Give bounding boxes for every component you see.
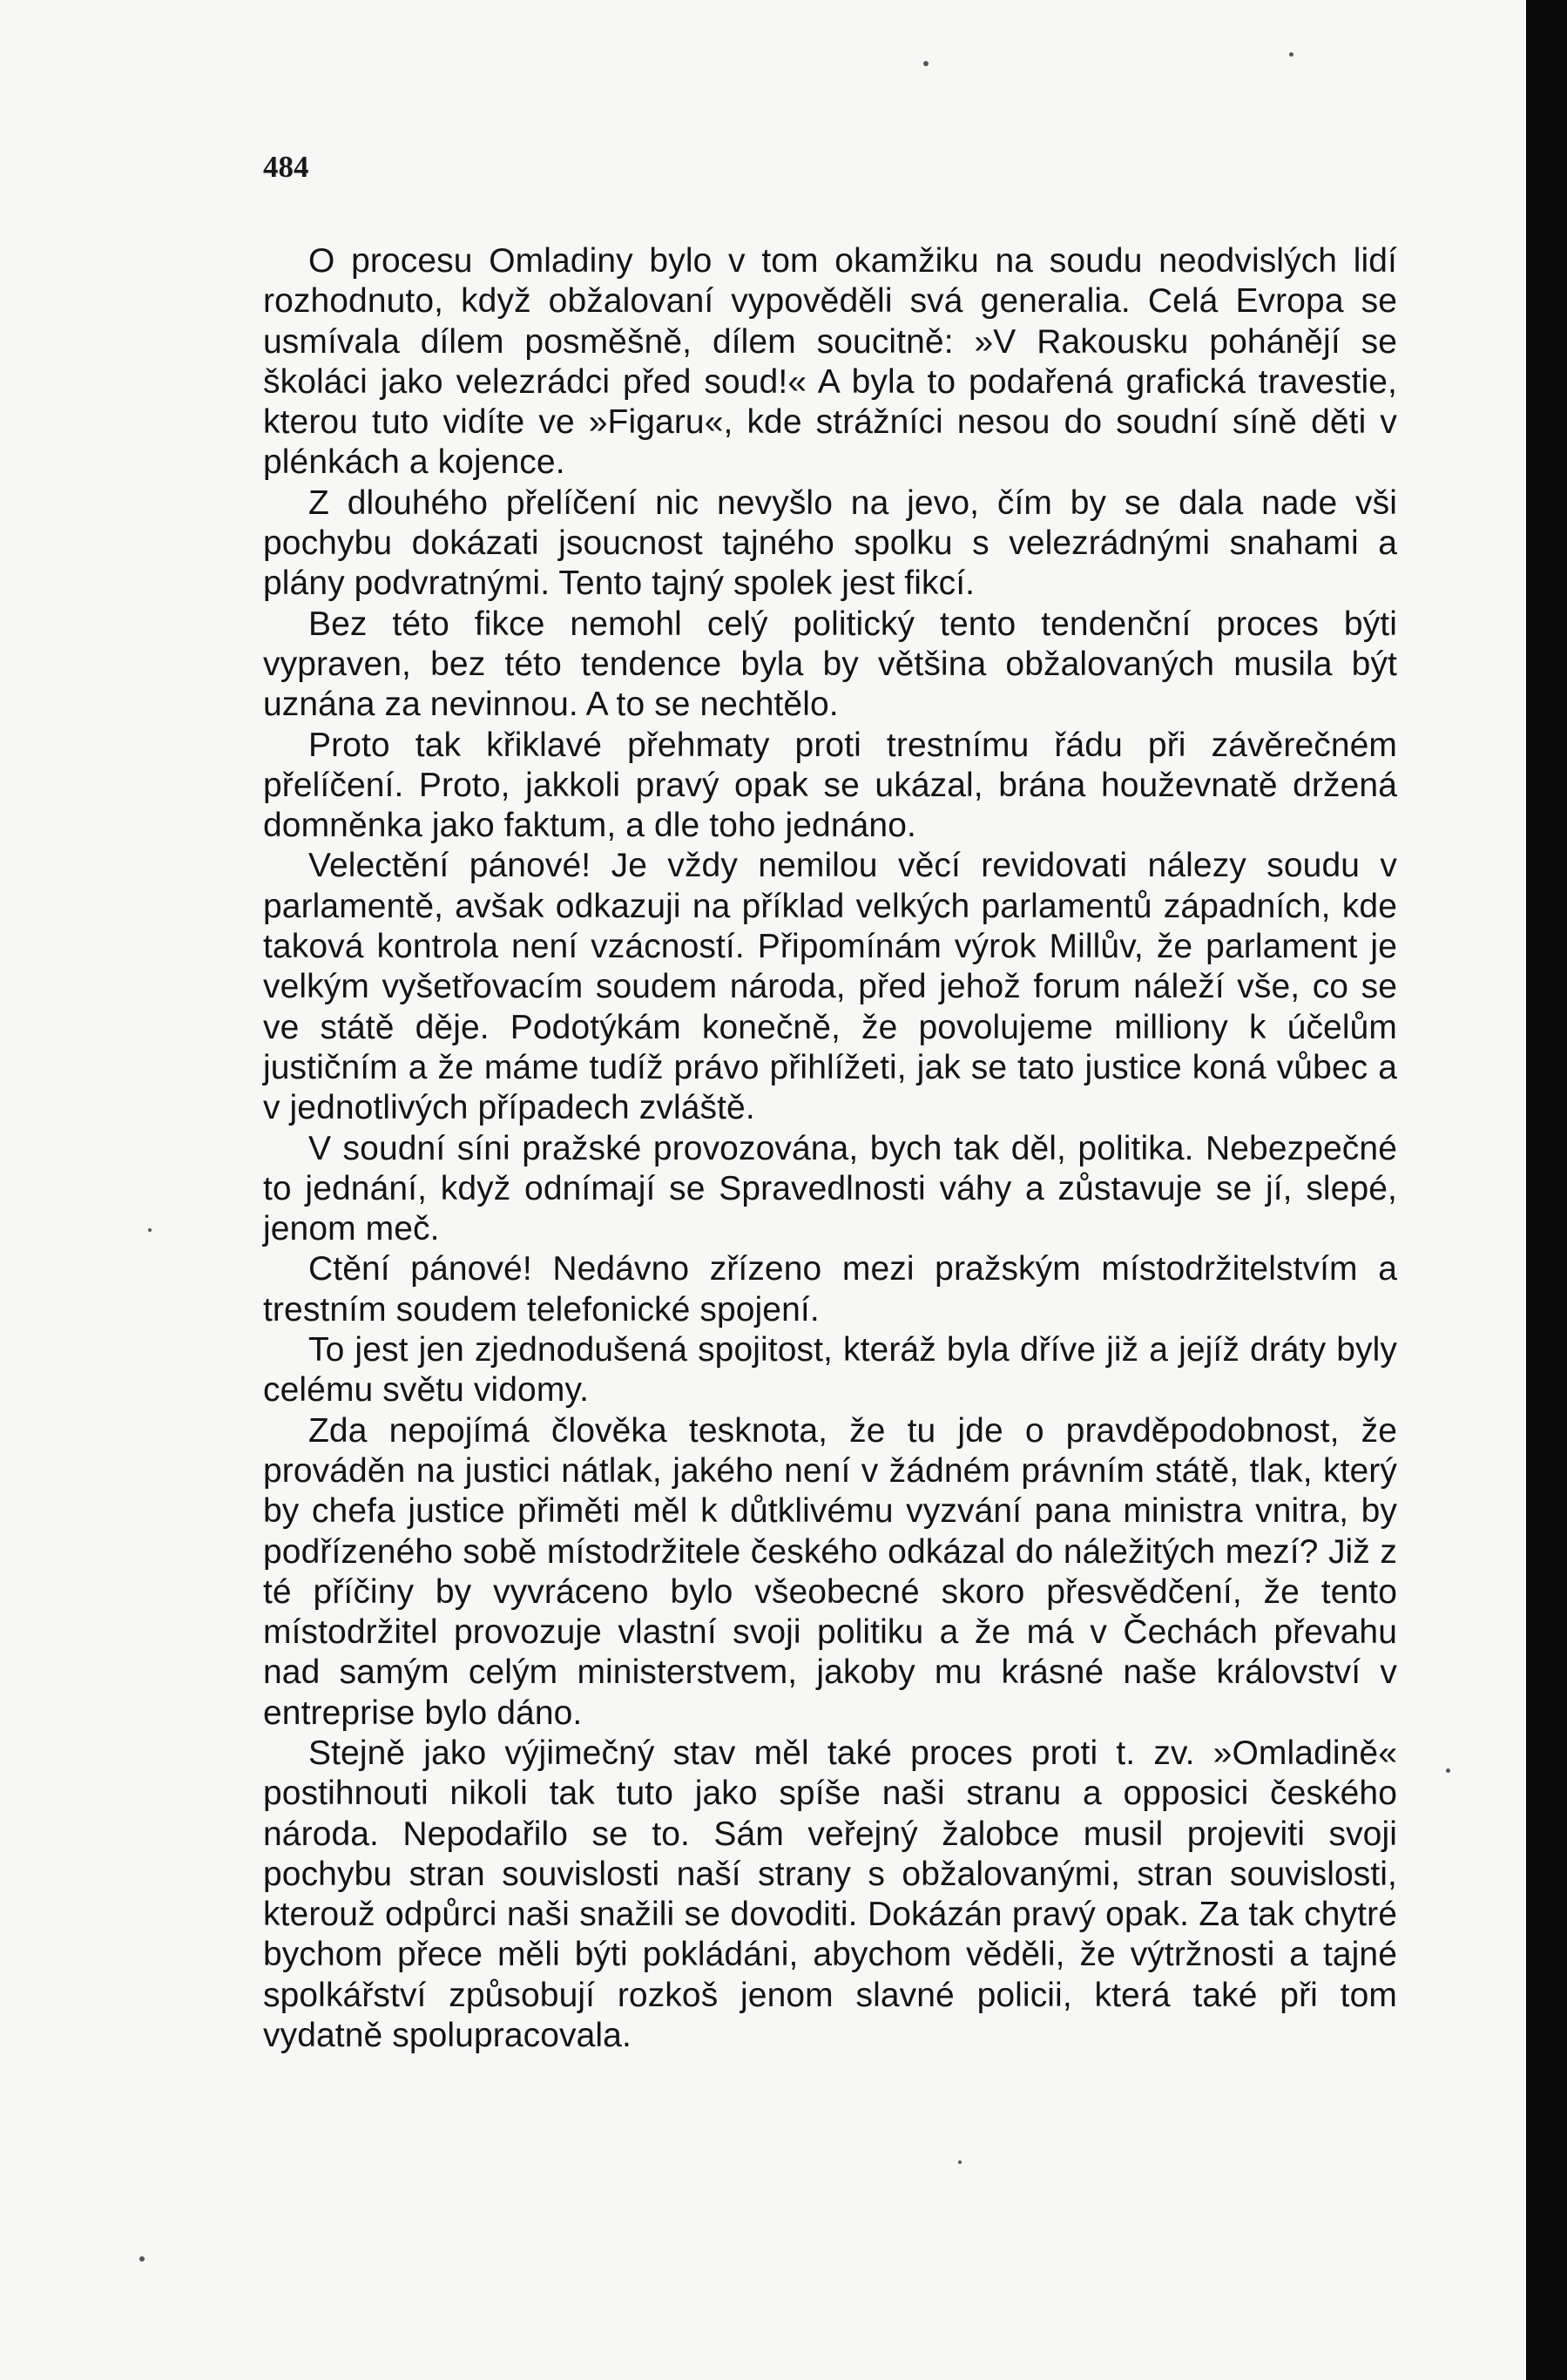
paragraph: To jest jen zjednodušená spojitost, kteráž byla dříve již a jejíž dráty byly celému světu vidomy. (263, 1331, 1397, 1410)
paragraph: Stejně jako výjimečný stav měl také proces proti t. zv. »Omladině« postihnouti nikoli tak tuto jako spíše naši stranu a opposici českého národa. Nepodařilo se to. Sám veřejný žalobce musil projeviti svoji pochybu stran souvislosti naší strany s obžalovanými, stran souvislosti, kterouž odpůrci naši snažili se dovoditi. Dokázán pravý opak. Za tak chytré bychom přece měli býti pokládáni, abychom věděli, že výtržnosti a tajné spolkářství způsobují rozkoš jenom slavné policii, která také při tom vydatně spolupracovala. (263, 1734, 1397, 2055)
page-number: 484 (263, 150, 309, 184)
paragraph: Zda nepojímá člověka tesknota, že tu jde o pravděpodobnost, že prováděn na justici nátlak, jakého není v žádném právním státě, tlak, který by chefa justice přiměti měl k důtklivému vyzvání pana ministra vnitra, by podřízeného sobě místodržitele českého odkázal do náležitých mezí? Již z té příčiny by vyvráceno bylo všeobecné skoro přesvědčení, že tento místodržitel provozuje vlastní svoji politiku a že má v Čechách převahu nad samým celým ministerstvem, jakoby mu krásné naše království v entreprise bylo dáno. (263, 1411, 1397, 1732)
scan-border (1526, 0, 1567, 2380)
paragraph: Z dlouhého přelíčení nic nevyšlo na jevo, čím by se dala nade vši pochybu dokázati jsoucnost tajného spolku s velezrádnými snahami a plány podvratnými. Tento tajný spolek jest fikcí. (263, 483, 1397, 603)
paragraph: Velectění pánové! Je vždy nemilou věcí revidovati nálezy soudu v parlamentě, avšak odkazuji na příklad velkých parlamentů západních, kde taková kontrola není vzácností. Připomínám výrok Millův, že parlament je velkým vyšetřovacím soudem národa, před jehož forum náleží vše, co se ve státě děje. Podotýkám konečně, že povolujeme milliony k účelům justičním a že máme tudíž právo přihlížeti, jak se tato justice koná vůbec a v jednotlivých případech zvláště. (263, 847, 1397, 1127)
body-text (263, 241, 1397, 2056)
scan-speck (1446, 1768, 1450, 1773)
scan-speck (923, 61, 929, 66)
paragraph: Ctění pánové! Nedávno zřízeno mezi pražským místodržitelstvím a trestním soudem telefonické spojení. (263, 1250, 1397, 1329)
paragraph: Proto tak křiklavé přehmaty proti trestnímu řádu při závěrečném přelíčení. Proto, jakkoli pravý opak se ukázal, brána houževnatě držená domněnka jako faktum, a dle toho jednáno. (263, 726, 1397, 845)
paragraph: V soudní síni pražské provozována, bych tak děl, politika. Nebezpečné to jednání, když odnímají se Spravedlnosti váhy a zůstavuje se jí, slepé, jenom meč. (263, 1129, 1397, 1248)
scan-speck (958, 2160, 962, 2164)
scan-speck (139, 2256, 145, 2262)
paragraph: Bez této fikce nemohl celý politický tento tendenční proces býti vypraven, bez této tendence byla by většina obžalovaných musila být uznána za nevinnou. A to se nechtělo. (263, 605, 1397, 724)
scan-speck (148, 1228, 152, 1232)
scan-speck (1289, 52, 1293, 57)
paragraph: O procesu Omladiny bylo v tom okamžiku na soudu neodvislých lidí rozhodnuto, když obžalovaní vypověděli svá generalia. Celá Evropa se usmívala dílem posměšně, dílem soucitně: »V Rakousku pohánějí se školáci jako velezrádci před soud!« A byla to podařená grafická travestie, kterou tuto vidíte ve »Figaru«, kde strážníci nesou do soudní síně děti v plénkách a kojence. (263, 242, 1397, 482)
